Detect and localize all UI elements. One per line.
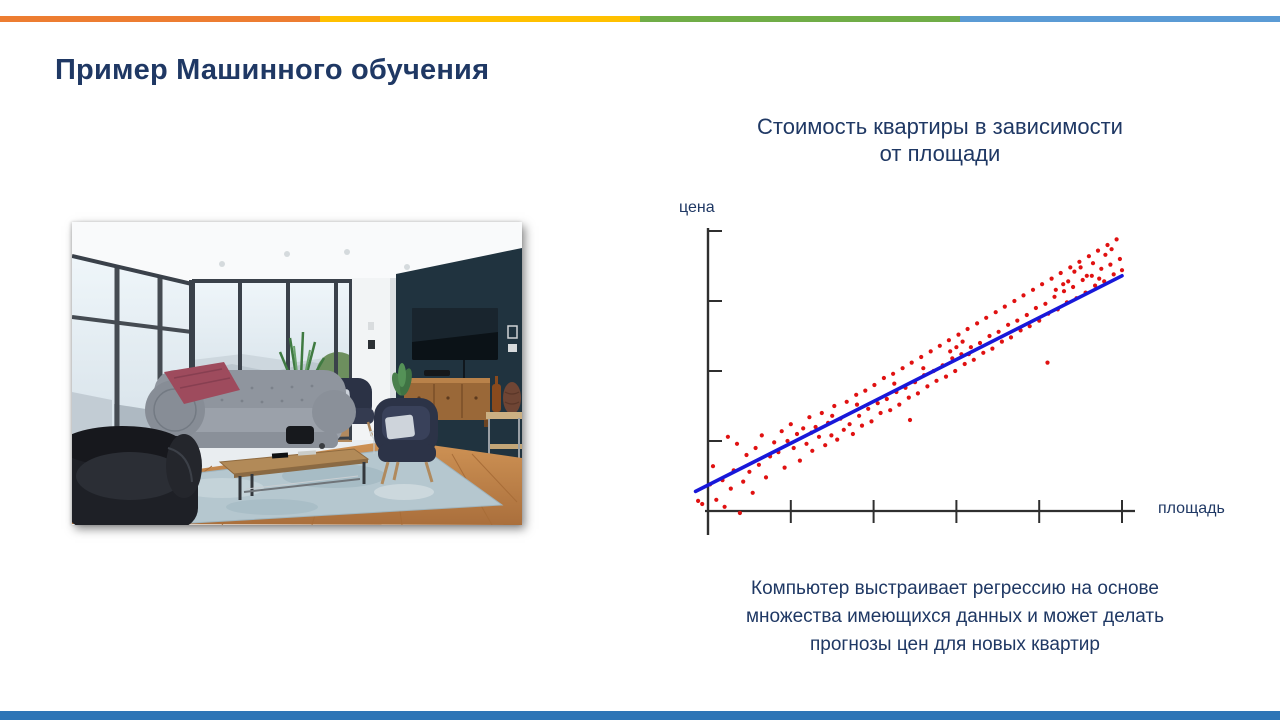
chart-title-line1: Стоимость квартиры в зависимости: [757, 114, 1123, 139]
stripe-segment: [0, 16, 320, 22]
chart-caption: [695, 575, 1215, 659]
stripe-segment: [960, 16, 1280, 22]
slide-title: Пример Машинного обучения: [55, 54, 490, 86]
living-room-photo: [72, 222, 522, 525]
stripe-segment: [640, 16, 960, 22]
x-axis-label: площадь: [1158, 500, 1225, 517]
stripe-segment: [320, 16, 640, 22]
chart-title-line2: от площади: [879, 141, 1001, 166]
bottom-accent-bar: [0, 711, 1280, 720]
living-room-illustration: [72, 222, 522, 525]
y-axis-label: цена: [679, 199, 715, 216]
chart-title: [680, 113, 1200, 167]
scatter-chart: [690, 220, 1150, 550]
scatter-chart-canvas: [690, 220, 1150, 550]
caption-line3: прогнозы цен для новых квартир: [810, 634, 1100, 655]
caption-line1: Компьютер выстраивает регрессию на основе: [751, 578, 1159, 599]
caption-line2: множества имеющихся данных и может делать: [745, 606, 1165, 627]
top-accent-stripe: [0, 16, 1280, 22]
